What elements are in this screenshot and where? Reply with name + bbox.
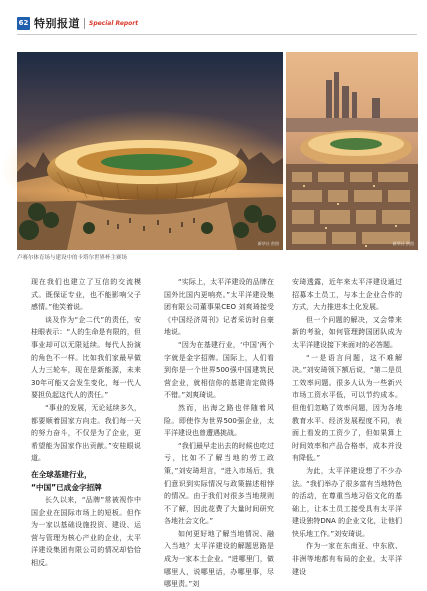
page-header xyxy=(17,15,138,31)
paragraph: 然而，出海之路也伴随着风险。即使作为世界500强企业，太平洋建设也曾遭遇挑战。 xyxy=(164,403,274,438)
section-english-title: Special Report xyxy=(89,19,139,27)
photo-credit: 新华社 供图 xyxy=(257,241,279,246)
paragraph: 作为一家在东南亚、中东欧、非洲等地都有布局的企业，太平洋建设 xyxy=(292,542,402,576)
paragraph: 如何更好地了解当地情况、融入当地？太平洋建设的解题思路是成为一家本土企业。“进哪里门，做哪里人，说哪里话，办哪里事，尽哪里责。”刘 xyxy=(164,529,274,589)
article-body xyxy=(31,276,411,589)
photo-credit-side: 新华社 供图 xyxy=(392,241,414,246)
stadium-illustration xyxy=(17,52,283,250)
paragraph: “我们最早走出去的时候也吃过亏，比如不了解当地的劳工政策，”刘安琦坦言，“进入市场后，我们意识到实际情况与政策描述相悖的情况。由于我们对很多当地规则不了解，因此花费了大量时间研究各地社会文化。” xyxy=(164,441,274,526)
photo-caption: 卢赛尔体育场与建设中的卡塔尔世界杯主赛场 xyxy=(17,255,128,261)
subheading-line-1: 在全球基建行业， xyxy=(31,469,92,479)
paragraph: 安琦透露，近年来太平洋建设通过招募本土员工，与本土企业合作的方式，大力推进本土化发展。 xyxy=(292,278,402,312)
city-aerial-photo xyxy=(286,52,418,250)
page-number: 62 xyxy=(17,17,30,30)
section-divider xyxy=(84,18,85,29)
header-rule xyxy=(17,34,417,35)
paragraph: 但一个问题的解决，又会带来新的考验，如何管理跨国团队成为太平洋建设接下来面对的必答题。 xyxy=(292,315,402,349)
stadium-photo xyxy=(17,52,283,250)
paragraph: 长久以来，“品牌”常被视作中国企业在国际市场上的短板。但作为一家以基础设施投资、建设、运营与管理为核心产业的企业，太平洋建设集团有限公司的情况却恰恰相反。 xyxy=(31,496,141,568)
paragraph: 现在我们也建立了互信的交流模式。既保证专业，也不能影响父子感情。”他笑着说。 xyxy=(31,278,141,312)
article-column-3 xyxy=(292,276,402,576)
article-column-2 xyxy=(164,276,274,589)
paragraph: 为此，太平洋建设想了不少办法。“我们举办了很多富有当地特色的活动，在尊重当地习俗文化的基础上，让本土员工接受具有太平洋建设独特DNA 的企业文化，让他们快乐地工作。”刘安琦说。 xyxy=(292,466,402,538)
article-column-1 xyxy=(31,276,141,568)
subheading-line-2: “中国”已成金字招牌 xyxy=(31,482,102,492)
paragraph: 谈及作为“企二代”的责任，安桂眼表示：“人的生命是有限的，但事业却可以无限延续。每代人扮演的角色不一样。比如我们家最早做人力三轮车，现在是新能源，未来30年可能又会发生变化，每一代人要担负起这代人的责任。” xyxy=(31,315,141,400)
city-aerial-illustration xyxy=(286,52,418,250)
paragraph: “因为在基建行业，‘中国’两个字就是金字招牌。国际上，人们看到你是一个世界500强中国建筑民营企业，就相信你的基建肯定做得不错。”刘爽琦说。 xyxy=(164,340,274,400)
paragraph: “一是语言问题，这不难解决。”刘安琦领下额后说，“第二是员工效率问题。很多人认为一些新兴市场工资水平低，可以节约成本。但他们忽略了效率问题，因为各地教育水平、经济发展程度不同，表面上看发的工资少了，但如果算上时间效率和产品合格率，成本并没有降低。” xyxy=(292,353,402,463)
paragraph: “实际上，太平洋建设的品牌在国外比国内更响亮。”太平洋建设集团有限公司董事果CEO 刘爽琦接受《中国经济周刊》记者采访时自豪地说。 xyxy=(164,278,274,337)
paragraph: “事业的发展，无论延续多久，都要顺着国家方向走。我们每一天的努力奋斗，不仅是为了企业，更希望能为国家作出贡献。”安桂眼说道。 xyxy=(31,403,141,463)
section-title: 特别报道 xyxy=(34,17,80,30)
